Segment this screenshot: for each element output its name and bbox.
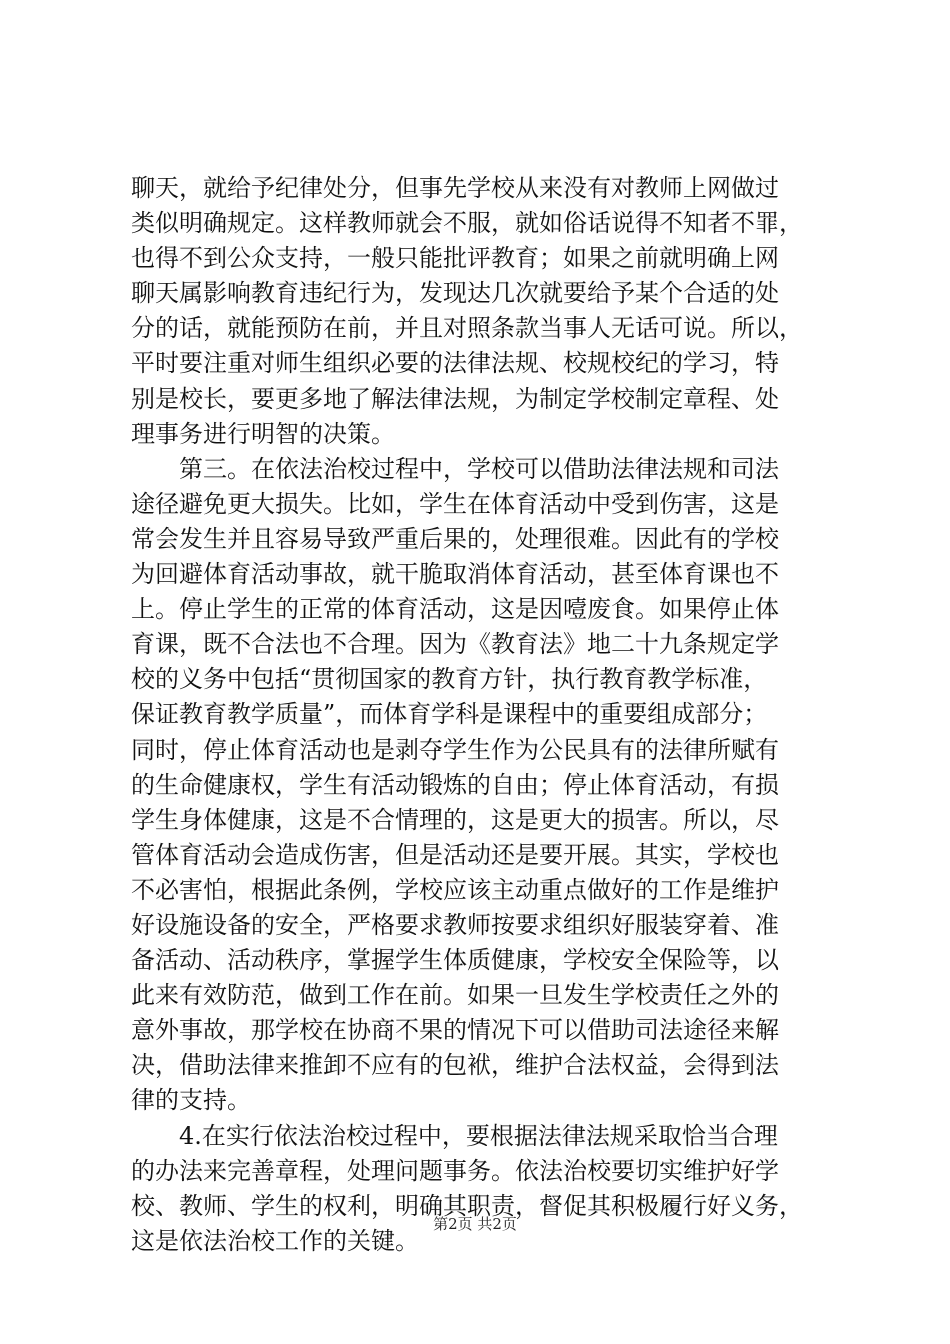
text-line: 也得不到公众支持，一般只能批评教育；如果之前就明确上网 (131, 244, 779, 273)
text-line: 管体育活动会造成伤害，但是活动还是要开展。其实，学校也 (131, 840, 779, 869)
text-line: 聊天属影响教育违纪行为，发现达几次就要给予某个合适的处 (131, 279, 779, 308)
text-line: 途径避免更大损失。比如，学生在体育活动中受到伤害，这是 (131, 489, 779, 518)
text-line: 分的话，就能预防在前，并且对照条款当事人无话可说。所以， (131, 314, 803, 343)
document-body (131, 171, 831, 1259)
text-line: 类似明确规定。这样教师就会不服，就如俗话说得不知者不罪， (131, 209, 803, 238)
text-line: 保证教育教学质量”，而体育学科是课程中的重要组成部分； (131, 700, 768, 729)
text-line: 这是依法治校工作的关键。 (131, 1226, 419, 1255)
text-line: 决，借助法律来推卸不应有的包袱，维护合法权益，会得到法 (131, 1051, 779, 1080)
text-line: 常会发生并且容易导致严重后果的，处理很难。因此有的学校 (131, 524, 779, 553)
text-line: 聊天，就给予纪律处分，但事先学校从来没有对教师上网做过 (131, 174, 779, 202)
text-line: 4.在实行依法治校过程中，要根据法律法规采取恰当合理 (131, 1121, 778, 1150)
text-line: 校的义务中包括“贯彻国家的教育方针，执行教育教学标准， (131, 665, 768, 694)
text-line: 上。停止学生的正常的体育活动，这是因噎废食。如果停止体 (131, 595, 779, 624)
text-line: 平时要注重对师生组织必要的法律法规、校规校纪的学习，特 (131, 349, 779, 378)
text-line: 此来有效防范，做到工作在前。如果一旦发生学校责任之外的 (131, 981, 779, 1010)
text-line: 好设施设备的安全，严格要求教师按要求组织好服装穿着、准 (131, 910, 779, 939)
text-line: 同时，停止体育活动也是剥夺学生作为公民具有的法律所赋有 (131, 735, 779, 764)
text-line: 育课，既不合法也不合理。因为《教育法》地二十九条规定学 (131, 630, 779, 659)
text-line: 为回避体育活动事故，就干脆取消体育活动，甚至体育课也不 (131, 560, 779, 589)
text-line: 的办法来完善章程，处理问题事务。依法治校要切实维护好学 (131, 1156, 779, 1185)
text-line: 的生命健康权，学生有活动锻炼的自由；停止体育活动，有损 (131, 770, 779, 799)
page-footer: 第2页 共2页 (433, 1215, 517, 1233)
text-line: 第三。在依法治校过程中，学校可以借助法律法规和司法 (131, 454, 779, 483)
text-line: 学生身体健康，这是不合情理的，这是更大的损害。所以，尽 (131, 805, 779, 834)
text-line: 意外事故，那学校在协商不果的情况下可以借助司法途径来解 (131, 1016, 779, 1045)
text-line: 不必害怕，根据此条例，学校应该主动重点做好的工作是维护 (131, 875, 779, 904)
text-line: 校、教师、学生的权利，明确其职责，督促其积极履行好义务， (131, 1191, 803, 1220)
text-line: 理事务进行明智的决策。 (131, 419, 395, 448)
text-line: 律的支持。 (131, 1086, 251, 1115)
text-line: 别是校长，要更多地了解法律法规，为制定学校制定章程、处 (131, 384, 779, 413)
text-line: 备活动、活动秩序，掌握学生体质健康，学校安全保险等，以 (131, 946, 779, 975)
